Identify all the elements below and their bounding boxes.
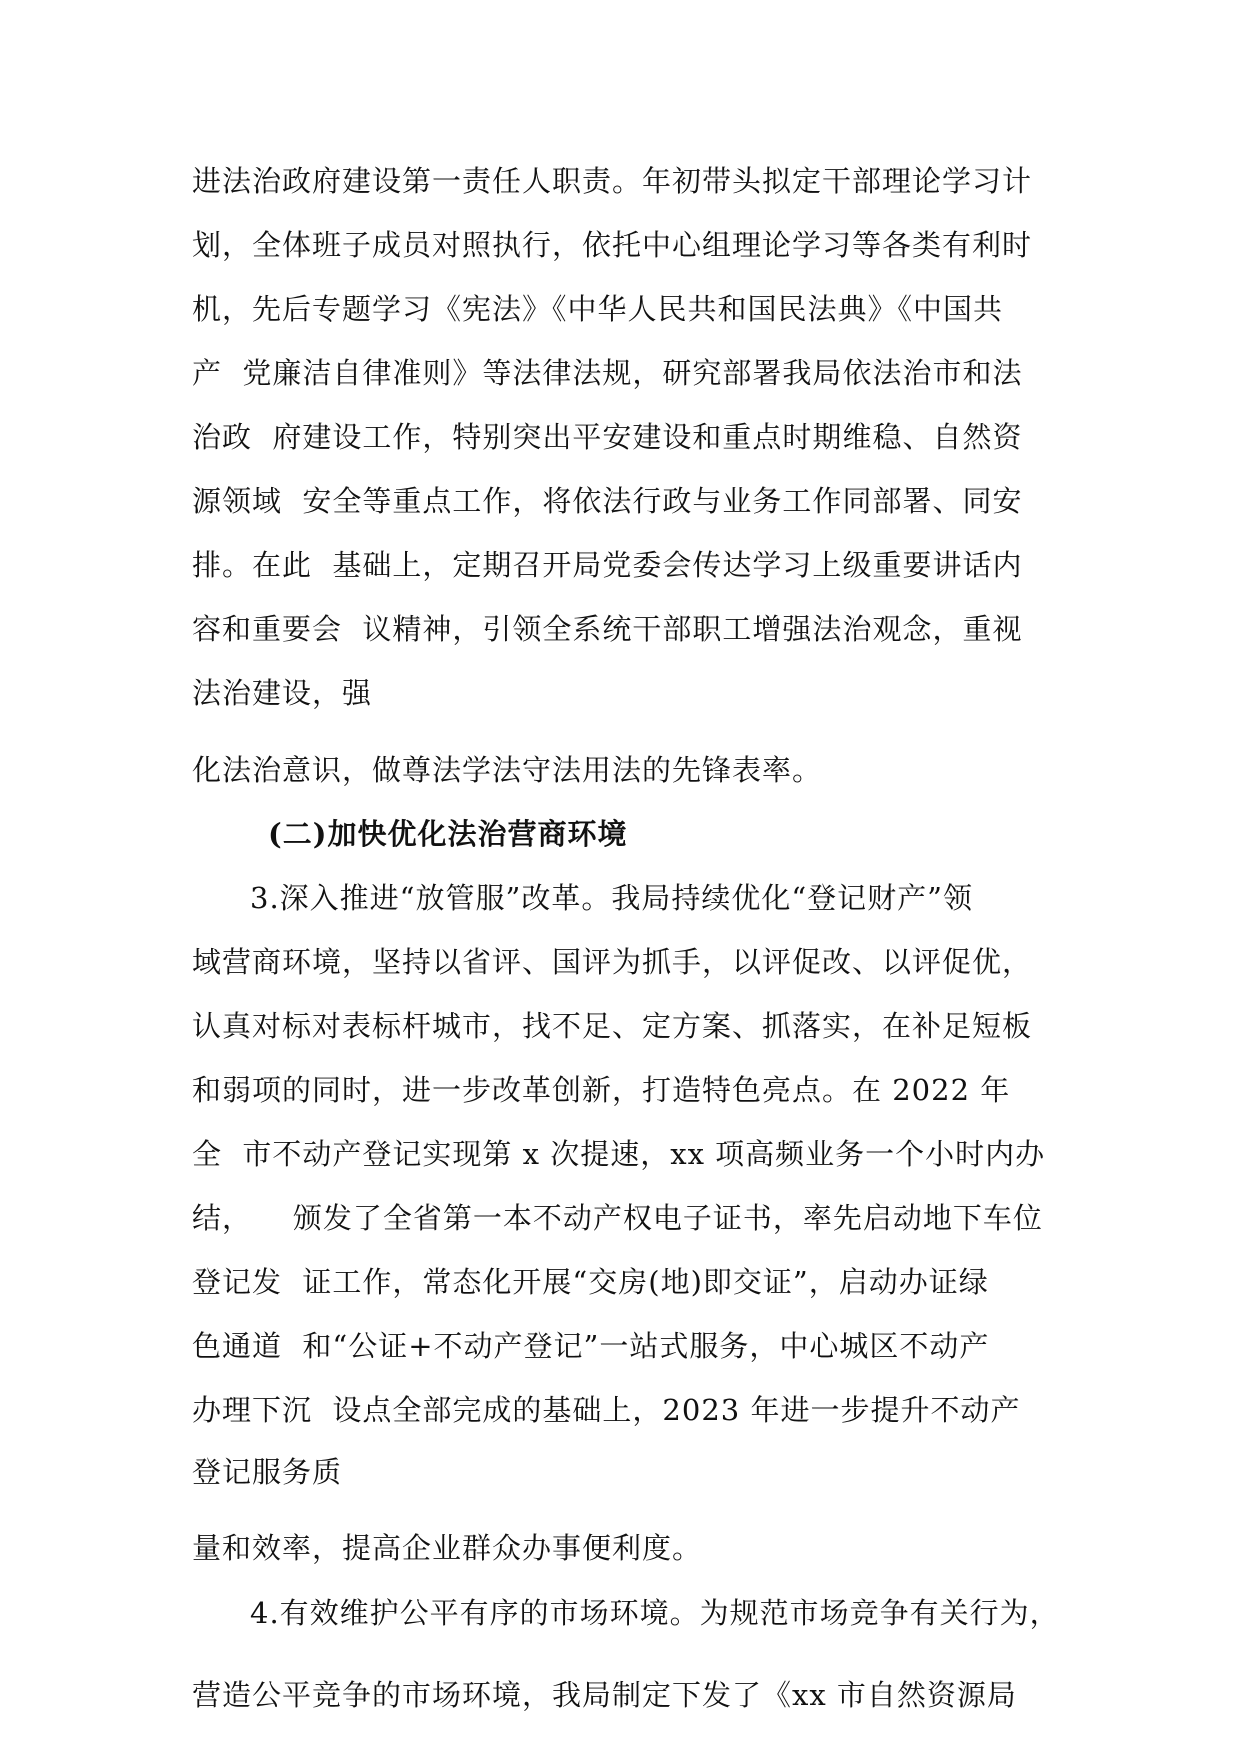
body-line: 营造公平竞争的市场环境，我局制定下发了《xx 市自然资源局 — [192, 1678, 1017, 1712]
body-line: 全 市不动产登记实现第 x 次提速，xx 项高频业务一个小时内办 — [192, 1137, 1046, 1171]
body-line: 登记发 证工作，常态化开展“交房(地)即交证”，启动办证绿 — [192, 1265, 989, 1299]
body-line: 产 党廉洁自律准则》等法律法规，研究部署我局依法治市和法 — [192, 356, 1023, 390]
body-line: 色通道 和“公证+不动产登记”一站式服务，中心城区不动产 — [192, 1329, 990, 1363]
body-line: 治政 府建设工作，特别突出平安建设和重点时期维稳、自然资 — [192, 420, 1023, 454]
body-line: 法治建设，强 — [192, 676, 373, 710]
body-line: 机，先后专题学习《宪法》《中华人民共和国民法典》《中国共 — [192, 292, 1004, 326]
body-line: 登记服务质 — [192, 1455, 343, 1489]
body-line: 认真对标对表标杆城市，找不足、定方案、抓落实，在补足短板 — [192, 1009, 1033, 1043]
body-line: 和弱项的同时，进一步改革创新，打造特色亮点。在 2022 年 — [192, 1073, 1011, 1107]
body-line: 划，全体班子成员对照执行，依托中心组理论学习等各类有利时 — [192, 228, 1033, 262]
body-line: 容和重要会 议精神，引领全系统干部职工增强法治观念，重视 — [192, 612, 1023, 646]
body-line: 源领域 安全等重点工作，将依法行政与业务工作同部署、同安 — [192, 484, 1023, 518]
body-line: 化法治意识，做尊法学法守法用法的先锋表率。 — [192, 753, 823, 787]
paragraph-first-line: 4.有效维护公平有序的市场环境。为规范市场竞争有关行为， — [250, 1596, 1060, 1630]
body-line: 结， 颁发了全省第一本不动产权电子证书，率先启动地下车位 — [192, 1201, 1043, 1235]
section-heading: (二)加快优化法治营商环境 — [268, 817, 628, 851]
body-line: 排。在此 基础上，定期召开局党委会传达学习上级重要讲话内 — [192, 548, 1023, 582]
body-line: 进法治政府建设第一责任人职责。年初带头拟定干部理论学习计 — [192, 164, 1033, 198]
body-line: 域营商环境，坚持以省评、国评为抓手，以评促改、以评促优， — [192, 945, 1033, 979]
body-line: 办理下沉 设点全部完成的基础上，2023 年进一步提升不动产 — [192, 1393, 1021, 1427]
body-line: 量和效率，提高企业群众办事便利度。 — [192, 1531, 703, 1565]
paragraph-first-line: 3.深入推进“放管服”改革。我局持续优化“登记财产”领 — [250, 881, 973, 915]
